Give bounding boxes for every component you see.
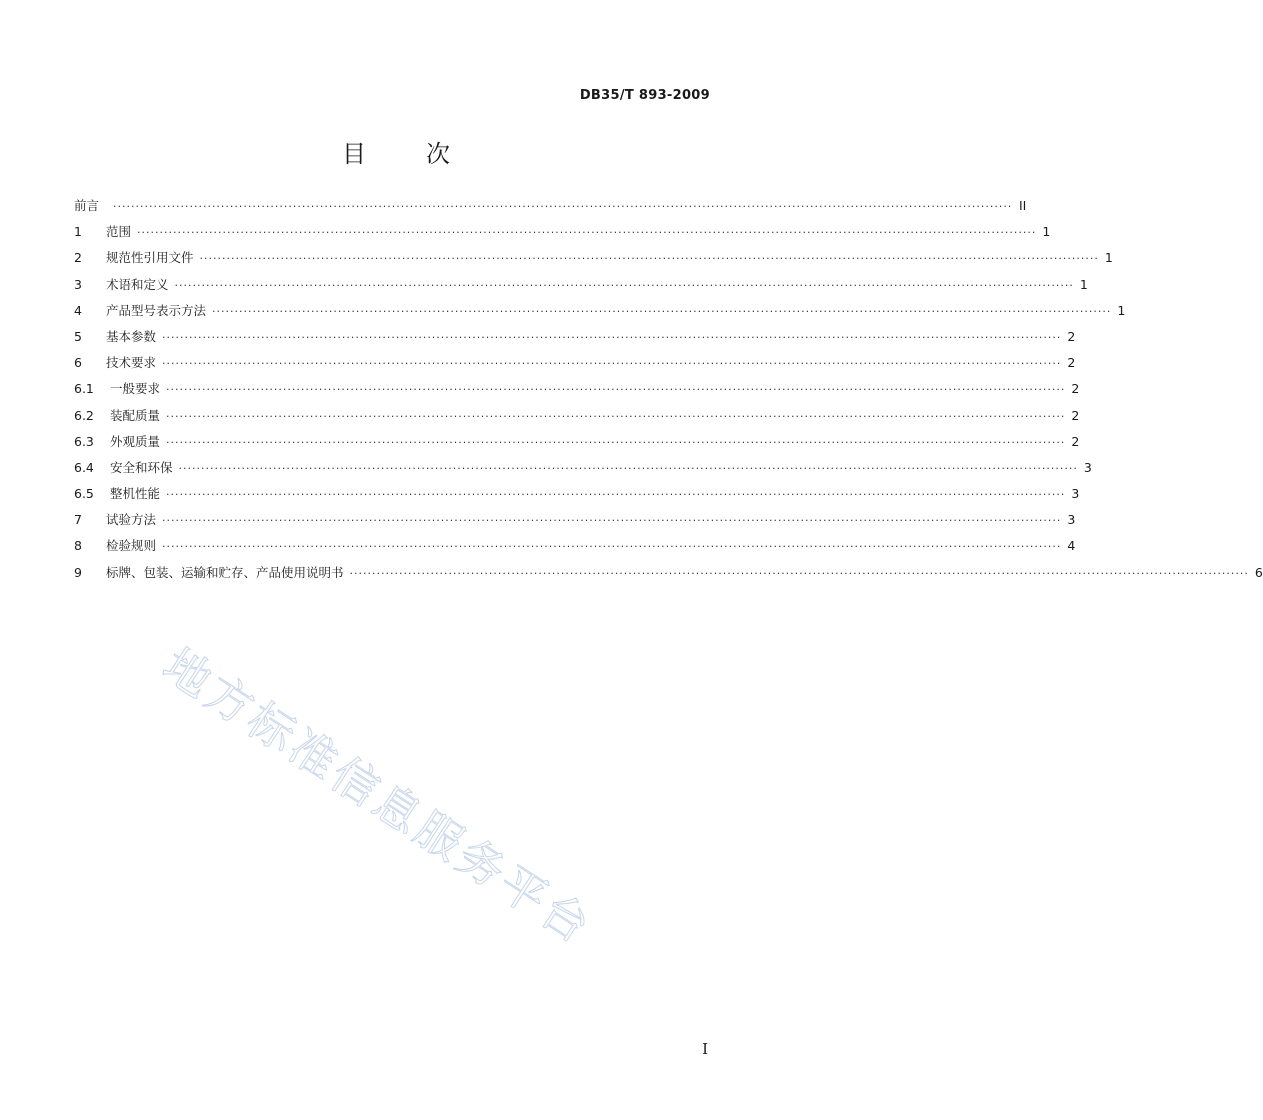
toc-entry-assembly-quality[interactable]: [74, 406, 1080, 432]
document-code: DB35/T 893-2009: [579, 88, 710, 103]
toc-entry-page: 2: [1071, 407, 1080, 423]
toc-entry-label: 一般要求: [110, 381, 161, 397]
toc-leader-dots: ········································································································································································································: [199, 252, 1099, 266]
toc-entry-label: 试验方法: [106, 512, 157, 528]
toc-entry-marking-packaging[interactable]: [74, 563, 1263, 589]
toc-leader-dots: ········································································································································································································: [137, 226, 1037, 240]
toc-entry-page: 2: [1071, 433, 1080, 449]
toc-entry-number: 3: [74, 276, 82, 292]
toc-entry-page: 2: [1067, 328, 1076, 344]
toc-entry-number: 6.1: [74, 381, 94, 397]
toc-entry-page: 2: [1071, 381, 1080, 397]
toc-entry-page: 3: [1083, 459, 1092, 475]
toc-entry-test-methods[interactable]: [74, 510, 1076, 536]
toc-entry-number: 6.5: [74, 486, 94, 502]
toc-title-left: 目: [342, 140, 366, 168]
toc-leader-dots: ········································································································································································································: [162, 540, 1062, 554]
toc-entry-number: 6.2: [74, 407, 94, 423]
watermark-text: 地方标准信息服务平台: [153, 637, 603, 956]
toc-entry-page: 6: [1254, 564, 1263, 580]
toc-entry-number: 6.4: [74, 459, 94, 475]
toc-entry-general-requirements[interactable]: [74, 379, 1080, 405]
toc-entry-technical-requirements[interactable]: [74, 353, 1076, 379]
toc-entry-label: 整机性能: [110, 486, 161, 502]
toc-entry-page: 1: [1042, 224, 1051, 240]
toc-entry-label: 产品型号表示方法: [106, 302, 207, 318]
toc-entry-label: 标牌、包装、运输和贮存、产品使用说明书: [106, 564, 344, 580]
toc-entry-page: 1: [1117, 302, 1126, 318]
toc-entry-number: 7: [74, 512, 82, 528]
toc-leader-dots: ········································································································································································································: [162, 357, 1062, 371]
toc-leader-dots: ········································································································································································································: [162, 514, 1062, 528]
toc-entry-page: II: [1018, 198, 1027, 213]
toc-title: [0, 134, 792, 169]
toc-entry-page: 4: [1067, 538, 1076, 554]
toc-leader-dots: ········································································································································································································: [166, 435, 1066, 449]
toc-entry-page: 3: [1071, 486, 1080, 502]
toc-entry-page: 1: [1079, 276, 1088, 292]
toc-leader-dots: ········································································································································································································: [166, 409, 1066, 423]
toc-entry-normative-references[interactable]: [74, 248, 1113, 274]
toc-entry-number: 5: [74, 328, 82, 344]
toc-entry-safety-environment[interactable]: [74, 458, 1092, 484]
toc-entry-scope[interactable]: [74, 222, 1051, 248]
toc-entry-label: 技术要求: [106, 355, 157, 371]
toc-entry-number: 1: [74, 224, 82, 240]
toc-entry-model-notation[interactable]: [74, 301, 1126, 327]
toc-leader-dots: ········································································································································································································: [166, 488, 1066, 502]
toc-entry-number: 6.3: [74, 433, 94, 449]
toc-entry-label: 检验规则: [106, 538, 157, 554]
toc-entry-basic-parameters[interactable]: [74, 327, 1076, 353]
toc-entry-page: 3: [1067, 512, 1076, 528]
toc-entry-number: 8: [74, 538, 82, 554]
toc-entry-machine-performance[interactable]: [74, 484, 1080, 510]
toc-leader-dots: ········································································································································································································: [162, 330, 1062, 344]
toc-entry-label: 基本参数: [106, 328, 157, 344]
toc-entry-page: 2: [1067, 355, 1076, 371]
toc-entry-number: 6: [74, 355, 82, 371]
toc-entry-label: 规范性引用文件: [106, 250, 194, 266]
toc-entry-appearance-quality[interactable]: [74, 432, 1080, 458]
toc-leader-dots: ········································································································································································································: [178, 461, 1078, 475]
toc-entry-number: 2: [74, 250, 82, 266]
toc-leader-dots: ········································································································································································································: [113, 200, 1013, 213]
toc-entry-label: 术语和定义: [106, 276, 169, 292]
toc-entry-inspection-rules[interactable]: [74, 536, 1076, 562]
toc-entry-label: 范围: [106, 224, 132, 240]
toc-entry-label: 装配质量: [110, 407, 161, 423]
toc-leader-dots: ········································································································································································································: [166, 383, 1066, 397]
toc-entry-label: 安全和环保: [110, 459, 173, 475]
toc-entry-terms-definitions[interactable]: [74, 275, 1088, 301]
toc-title-right: 次: [426, 140, 450, 168]
toc-leader-dots: ········································································································································································································: [212, 304, 1112, 318]
toc-entry-label: 外观质量: [110, 433, 161, 449]
toc-entry-number: 4: [74, 302, 82, 318]
toc-leader-dots: ········································································································································································································: [349, 566, 1249, 580]
toc-leader-dots: ········································································································································································································: [174, 278, 1074, 292]
toc-list: [74, 196, 1263, 589]
toc-entry-page: 1: [1104, 250, 1113, 266]
toc-entry-number: 9: [74, 564, 82, 580]
page-number: I: [702, 1040, 708, 1058]
toc-entry-preface[interactable]: [74, 196, 1027, 222]
toc-entry-label: 前言: [74, 198, 100, 213]
